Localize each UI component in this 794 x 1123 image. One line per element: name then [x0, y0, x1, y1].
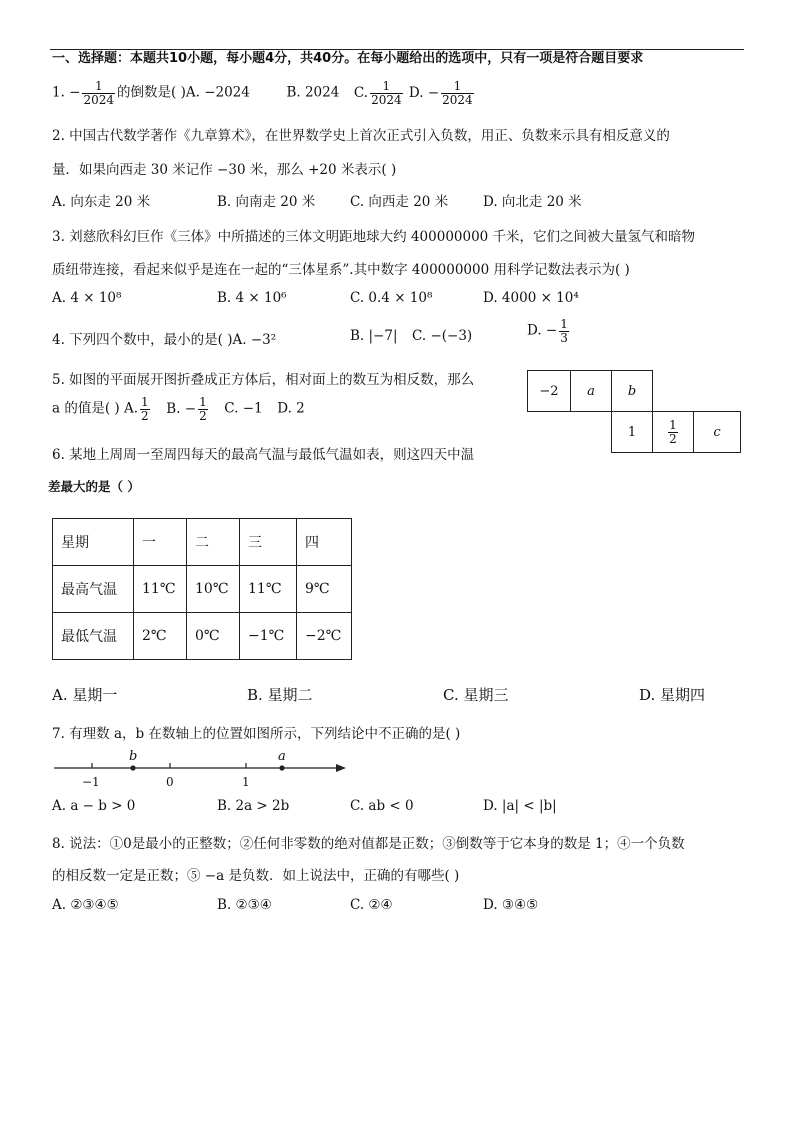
net-cell-minus2: −2 [527, 370, 571, 412]
q2-option-c[interactable]: C. 向西走 20 米 [350, 194, 449, 210]
tick-label-1: 1 [242, 775, 250, 789]
table-row [53, 613, 352, 660]
table-cell: 0℃ [187, 613, 240, 660]
q2-line2: 量．如果向西走 30 米记作 −30 米，那么 +20 米表示( ) [52, 162, 397, 178]
q2-option-b[interactable]: B. 向南走 20 米 [217, 194, 316, 210]
table-cell: 9℃ [297, 566, 352, 613]
table-cell: 二 [187, 519, 240, 566]
q3-option-d[interactable]: D. 4000 × 10⁴ [483, 290, 579, 306]
tick-label-0: 0 [166, 775, 174, 789]
label-a: a [278, 749, 286, 764]
q1-option-b[interactable]: B. 2024 [286, 84, 340, 101]
q3-option-b[interactable]: B. 4 × 10⁶ [217, 290, 287, 306]
q4-option-c[interactable]: C. −(−3) [412, 328, 473, 344]
q6-line2: 差最大的是（ ） [48, 479, 140, 494]
number-line-figure [52, 746, 352, 792]
q6-line1: 6. 某地上周周一至周四每天的最高气温与最低气温如表，则这四天中温 [52, 447, 475, 463]
point-b [130, 765, 135, 770]
table-cell: −1℃ [240, 613, 297, 660]
q2-option-a[interactable]: A. 向东走 20 米 [52, 194, 151, 210]
q3-option-a[interactable]: A. 4 × 10⁸ [52, 290, 122, 306]
q6-option-d[interactable]: D. 星期四 [639, 686, 706, 704]
tick-label-minus-1: −1 [82, 775, 100, 789]
arrow-head-icon [336, 764, 346, 772]
q1-fraction: $\frac{1}{2024}$ [83, 79, 115, 107]
net-cell-1: 1 [611, 411, 653, 453]
table-cell: 11℃ [134, 566, 187, 613]
q4-option-b[interactable]: B. |−7| [350, 328, 398, 344]
q8-line1: 8. 说法：①0是最小的正整数；②任何非零数的绝对值都是正数；③倒数等于它本身的数是 1；④一个负数 [52, 836, 685, 852]
q2-option-d[interactable]: D. 向北走 20 米 [483, 194, 582, 210]
q1-prefix: 1. − [52, 84, 81, 101]
table-row [53, 566, 352, 613]
table-cell: 2℃ [134, 613, 187, 660]
q5-option-a[interactable]: $\frac{1}{2}$ [141, 395, 149, 423]
table-cell: 三 [240, 519, 297, 566]
point-a [279, 765, 284, 770]
q2-line1: 2. 中国古代数学著作《九章算术》，在世界数学史上首次正式引入负数，用正、负数来示具有相反意义的 [52, 128, 670, 144]
q5-option-d[interactable]: D. 2 [277, 400, 305, 417]
label-b: b [129, 749, 138, 764]
q7-option-a[interactable]: A. a − b > 0 [52, 798, 136, 814]
q1-option-c[interactable]: C. $\frac{1}{2024}$ [353, 79, 402, 107]
q4-stem: 4. 下列四个数中，最小的是( )A. −3² [52, 332, 277, 348]
q8-line2: 的相反数一定是正数；⑤ −a 是负数．如上说法中，正确的有哪些( ) [52, 868, 460, 884]
q7-option-d[interactable]: D. |a| < |b| [483, 798, 557, 814]
q1-option-d[interactable]: D. − $\frac{1}{2024}$ [408, 79, 473, 107]
table-cell: 一 [134, 519, 187, 566]
q6-option-c[interactable]: C. 星期三 [443, 686, 509, 704]
q3-line2: 质纽带连接，看起来似乎是连在一起的“三体星系”.其中数字 400000000 用科学记数法表示为( ) [52, 262, 630, 278]
q4-option-d[interactable]: D. − $\frac{1}{3}$ [527, 317, 568, 345]
q8-option-c[interactable]: C. ②④ [350, 897, 393, 913]
q7-stem: 7. 有理数 a，b 在数轴上的位置如图所示，下列结论中不正确的是( ) [52, 726, 461, 742]
question-1 [52, 80, 476, 106]
table-cell: 最高气温 [53, 566, 134, 613]
q5-option-c[interactable]: C. −1 [224, 400, 263, 417]
q6-option-b[interactable]: B. 星期二 [247, 686, 313, 704]
q5-line2: a 的值是( ) A. $\frac{1}{2}$ B. − $\frac{1}{2}$ C. −1 D. 2 [52, 395, 305, 423]
table-cell: 11℃ [240, 566, 297, 613]
table-cell: 最低气温 [53, 613, 134, 660]
net-cell-half: $\frac{1}{2}$ [652, 411, 694, 453]
q3-option-c[interactable]: C. 0.4 × 10⁸ [350, 290, 433, 306]
q8-option-b[interactable]: B. ②③④ [217, 897, 272, 913]
temperature-table [52, 518, 352, 660]
q6-option-a[interactable]: A. 星期一 [52, 686, 118, 704]
q7-option-c[interactable]: C. ab < 0 [350, 798, 414, 814]
q8-option-d[interactable]: D. ③④⑤ [483, 897, 539, 913]
q5-line1: 5. 如图的平面展开图折叠成正方体后，相对面上的数互为相反数，那么 [52, 372, 475, 388]
net-cell-b: b [611, 370, 653, 412]
table-cell: −2℃ [297, 613, 352, 660]
net-cell-a: a [570, 370, 612, 412]
table-cell: 10℃ [187, 566, 240, 613]
section-header: 一、选择题：本题共10小题，每小题4分，共40分。在每小题给出的选项中，只有一项是符合题目要求 [52, 51, 644, 66]
q7-option-b[interactable]: B. 2a > 2b [217, 798, 290, 814]
table-row [53, 519, 352, 566]
q3-line1: 3. 刘慈欣科幻巨作《三体》中所描述的三体文明距地球大约 400000000 千米，它们之间被大量氢气和暗物 [52, 229, 696, 245]
q5-option-b[interactable]: B. − $\frac{1}{2}$ [166, 395, 207, 423]
table-cell: 星期 [53, 519, 134, 566]
table-cell: 四 [297, 519, 352, 566]
cube-net-figure [527, 370, 742, 455]
q1-stem: 的倒数是( )A. −2024 [117, 84, 250, 101]
net-cell-c: c [693, 411, 741, 453]
q8-option-a[interactable]: A. ②③④⑤ [52, 897, 119, 913]
